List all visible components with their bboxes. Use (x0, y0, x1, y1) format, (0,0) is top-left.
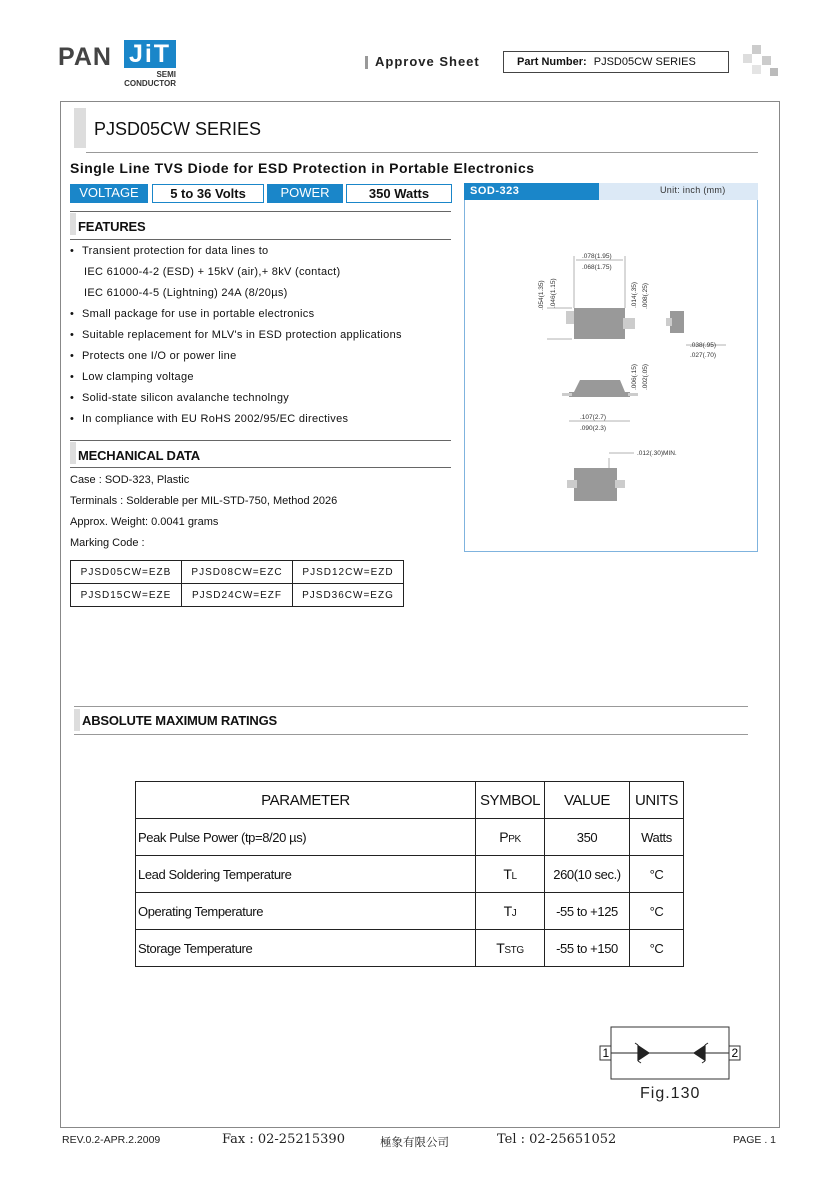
table-row (136, 819, 684, 856)
marking-cell: PJSD12CW=EZD (293, 561, 404, 584)
package-unit: Unit: inch (mm) (660, 185, 726, 195)
feature-text: IEC 61000-4-2 (ESD) + 15kV (air),+ 8kV (contact) (84, 266, 341, 278)
dim-h2: .046(1.15) (550, 278, 557, 308)
feature-text: IEC 61000-4-5 (Lightning) 24A (8/20µs) (84, 287, 288, 299)
symbol-sub: L (511, 871, 517, 882)
dim-min: .012(.30)MIN. (637, 450, 677, 457)
deco-square (770, 68, 778, 76)
lead-side (666, 318, 672, 326)
series-title: PJSD05CW SERIES (94, 119, 262, 139)
product-subtitle: Single Line TVS Diode for ESD Protection in Portable Electronics (70, 160, 535, 176)
cell-symbol (476, 893, 545, 930)
cell-symbol (476, 856, 545, 893)
logo-semi-text (124, 70, 176, 88)
marking-cell: PJSD08CW=EZC (182, 561, 293, 584)
feature-text: Transient protection for data lines to (82, 245, 269, 257)
approve-sheet-label: Approve Sheet (375, 54, 480, 69)
header-symbol: SYMBOL (476, 782, 545, 819)
package-name: SOD-323 (464, 183, 599, 200)
cell-unit: °C (630, 893, 684, 930)
table-row (136, 930, 684, 967)
cell-symbol (476, 930, 545, 967)
bullet: • (70, 245, 75, 257)
feature-text: Suitable replacement for MLV's in ESD protection applications (82, 329, 402, 341)
divider (86, 152, 758, 153)
bullet: • (70, 371, 75, 383)
logo-pan-text: PAN (58, 43, 112, 71)
marking-cell: PJSD05CW=EZB (71, 561, 182, 584)
header-units: UNITS (630, 782, 684, 819)
approve-bar-mark (365, 56, 368, 69)
dim-h4: .008(.25) (642, 282, 649, 309)
package-side-view (670, 311, 684, 333)
dim-t2: .002(.05) (642, 363, 649, 390)
mechanical-title: MECHANICAL DATA (78, 448, 200, 463)
table-row (136, 856, 684, 893)
table-row (71, 584, 404, 607)
voltage-tag: VOLTAGE (70, 184, 148, 203)
dim-h1: .054(1.35) (538, 280, 545, 310)
footer-fax: Fax : 02-25215390 (222, 1132, 345, 1147)
feature-text: Solid-state silicon avalanche technolngy (82, 392, 290, 404)
cell-unit: °C (630, 930, 684, 967)
cell-value: -55 to +150 (545, 930, 630, 967)
symbol-sub: J (511, 908, 517, 919)
divider (74, 706, 748, 707)
bullet: • (70, 308, 75, 320)
feature-text: Protects one I/O or power line (82, 350, 237, 362)
marking-code-table (70, 560, 404, 607)
feature-text: Low clamping voltage (82, 371, 194, 383)
marking-cell: PJSD15CW=EZE (71, 584, 182, 607)
ratings-title: ABSOLUTE MAXIMUM RATINGS (82, 713, 278, 728)
feature-item (70, 308, 314, 320)
dim-w2: .068(1.75) (582, 264, 612, 271)
footer-revision: REV.0.2-APR.2.2009 (62, 1134, 161, 1146)
deco-square (752, 65, 761, 74)
dim-w1: .078(1.95) (582, 253, 612, 260)
dim-h3: .014(.35) (631, 281, 638, 308)
series-stub (74, 108, 86, 148)
features-title: FEATURES (78, 219, 146, 234)
feature-item (70, 350, 237, 362)
footer-company: 極象有限公司 (380, 1135, 449, 1149)
logo-conductor: CONDUCTOR (124, 79, 176, 88)
cell-parameter: Storage Temperature (136, 930, 476, 967)
symbol-sub: PK (508, 834, 521, 845)
header-value: VALUE (545, 782, 630, 819)
cell-value: 350 (545, 819, 630, 856)
divider (70, 467, 451, 468)
package-footprint (574, 468, 617, 501)
dim-d2: .027(.70) (690, 352, 717, 359)
header-parameter: PARAMETER (136, 782, 476, 819)
mech-case: Case : SOD-323, Plastic (70, 474, 190, 486)
dim-l2: .090(2.3) (580, 425, 607, 432)
cell-symbol (476, 819, 545, 856)
footer-page: PAGE . 1 (733, 1134, 776, 1146)
feature-item (70, 329, 402, 341)
marking-cell: PJSD36CW=EZG (293, 584, 404, 607)
deco-square (762, 56, 771, 65)
cell-unit: °C (630, 856, 684, 893)
mech-marking-label: Marking Code : (70, 537, 145, 549)
bullet: • (70, 329, 75, 341)
part-number-value: PJSD05CW SERIES (593, 56, 696, 68)
part-number-label: Part Number: (517, 56, 587, 68)
cell-value: -55 to +125 (545, 893, 630, 930)
lead-right (623, 318, 635, 329)
bullet: • (70, 413, 75, 425)
bullet: • (70, 392, 75, 404)
panjit-logo (58, 40, 188, 88)
cell-parameter: Lead Soldering Temperature (136, 856, 476, 893)
dim-d1: .038(.95) (690, 342, 717, 349)
package-body-side (574, 380, 625, 392)
logo-semi: SEMI (156, 70, 176, 79)
cell-value: 260(10 sec.) (545, 856, 630, 893)
bidirectional-diode-symbol (598, 1024, 744, 1082)
bullet: • (70, 350, 75, 362)
cell-parameter: Peak Pulse Power (tp=8/20 µs) (136, 819, 476, 856)
marking-cell: PJSD24CW=EZF (182, 584, 293, 607)
feature-item (70, 245, 268, 257)
deco-square (752, 45, 761, 54)
pad-left (567, 480, 577, 488)
symbol-main: T (503, 866, 512, 882)
symbol-main: T (503, 903, 512, 919)
lead-side-left (562, 393, 572, 396)
divider (70, 440, 451, 441)
feature-item (84, 266, 341, 278)
divider (70, 239, 451, 240)
table-row (136, 893, 684, 930)
pin2-label: 2 (731, 1046, 739, 1060)
part-number-box (503, 51, 729, 73)
divider (74, 734, 748, 735)
symbol-main: P (499, 829, 509, 845)
section-stub (70, 442, 76, 464)
feature-text: In compliance with EU RoHS 2002/95/EC directives (82, 413, 349, 425)
voltage-value: 5 to 36 Volts (152, 184, 264, 203)
mech-weight: Approx. Weight: 0.0041 grams (70, 516, 219, 528)
lead-side-right (628, 393, 638, 396)
cell-parameter: Operating Temperature (136, 893, 476, 930)
feature-item (84, 287, 288, 299)
feature-item (70, 392, 289, 404)
package-base-side (569, 392, 630, 397)
section-stub (70, 213, 76, 235)
power-value: 350 Watts (346, 184, 452, 203)
mech-terminals: Terminals : Solderable per MIL-STD-750, Method 2026 (70, 495, 338, 507)
symbol-sub: STG (504, 945, 524, 956)
feature-item (70, 371, 194, 383)
divider (70, 211, 451, 212)
power-tag: POWER (267, 184, 343, 203)
table-row (71, 561, 404, 584)
deco-square (743, 54, 752, 63)
figure-caption: Fig.130 (640, 1085, 701, 1102)
feature-text: Small package for use in portable electronics (82, 308, 315, 320)
cell-unit: Watts (630, 819, 684, 856)
package-outline-drawing (464, 200, 758, 552)
dim-l1: .107(2.7) (580, 414, 607, 421)
dim-t1: .006(.15) (631, 363, 638, 390)
ratings-table (135, 781, 684, 967)
feature-item (70, 413, 348, 425)
symbol-main: T (496, 940, 505, 956)
logo-jit-text: JiT (124, 40, 176, 68)
section-stub (74, 709, 80, 731)
pin1-label: 1 (602, 1046, 610, 1060)
table-header-row (136, 782, 684, 819)
pad-right (615, 480, 625, 488)
package-body-top (574, 308, 625, 339)
footer-tel: Tel : 02-25651052 (497, 1132, 617, 1147)
